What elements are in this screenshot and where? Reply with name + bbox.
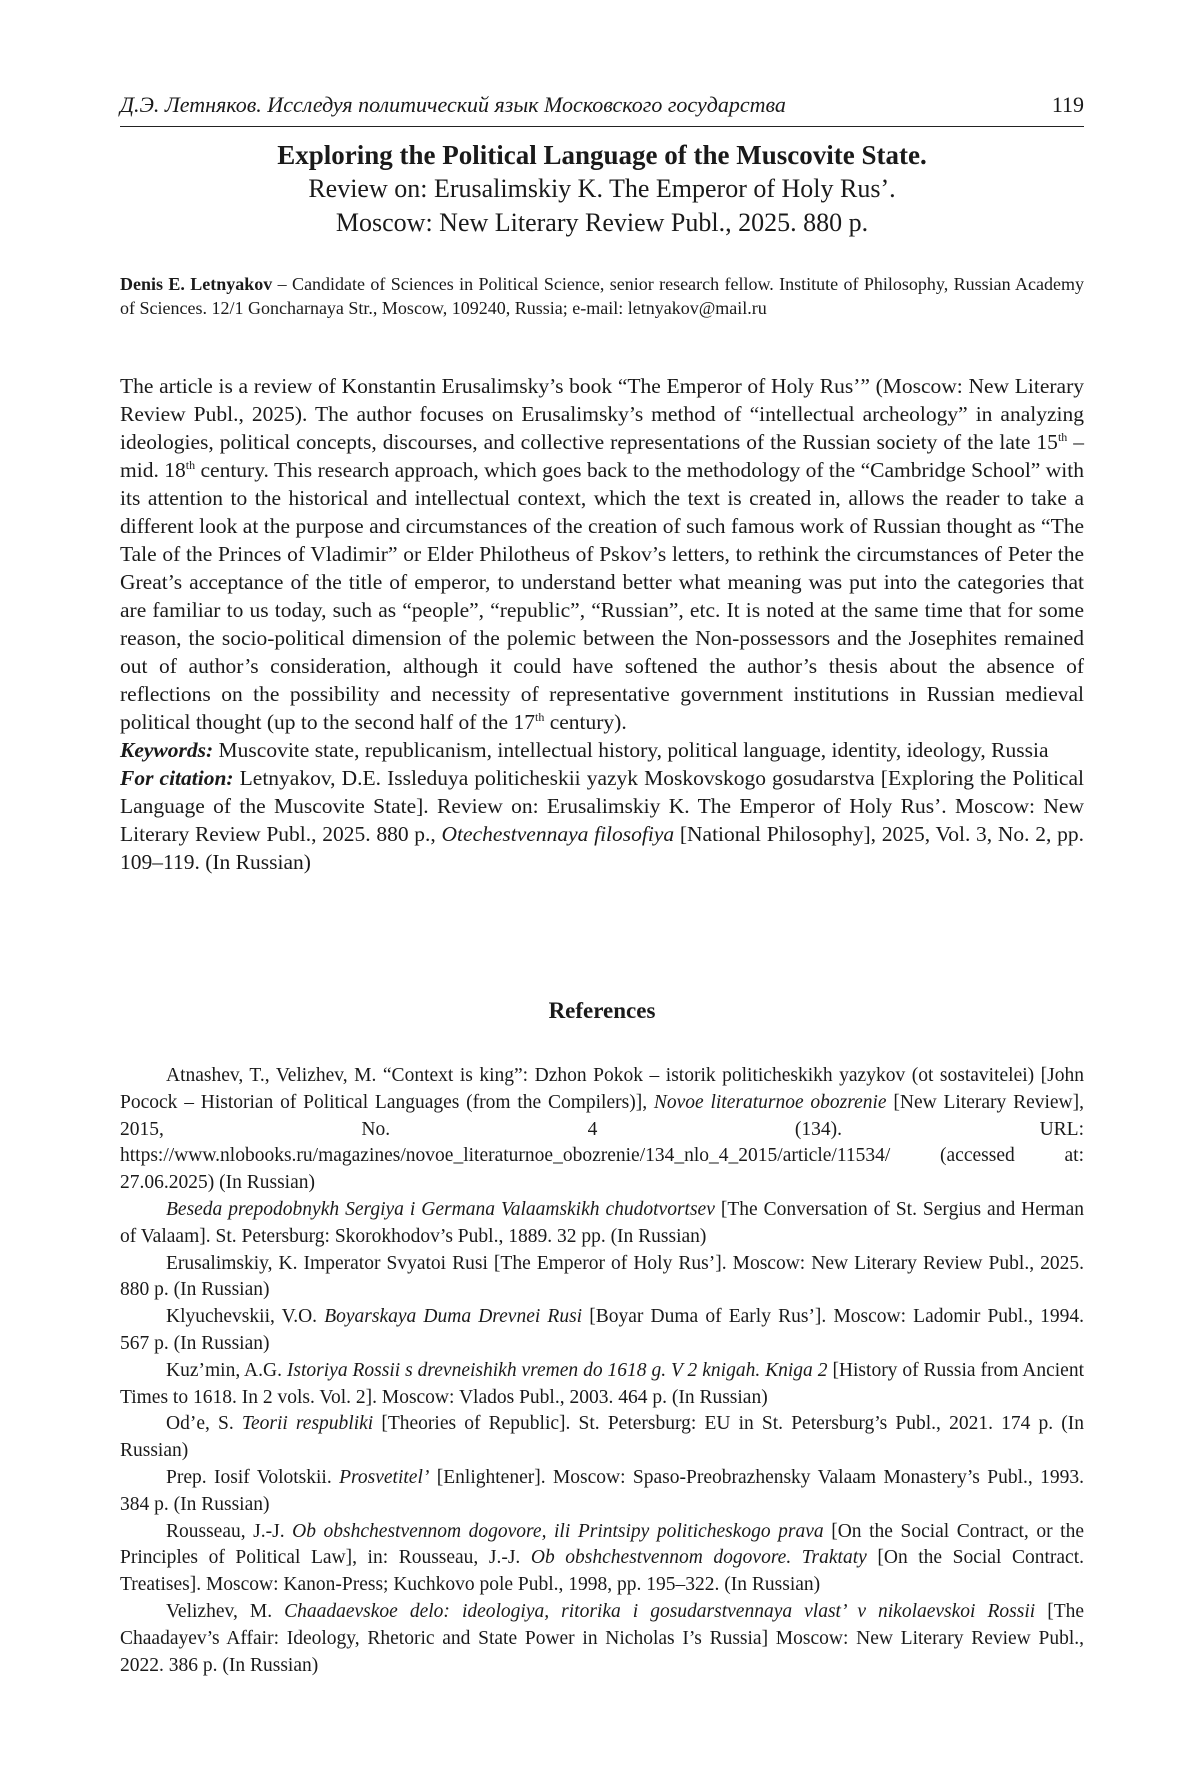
citation-journal: Otechestvennaya filosofiya (441, 822, 675, 846)
abstract-sup-2: th (185, 457, 196, 472)
title-line-1: Exploring the Political Language of the Muscovite State. (277, 140, 927, 170)
author-affiliation: – Candidate of Sciences in Political Science, senior research fellow. Institute of Philosophy, Russian Academy of Sciences. 12/1 Goncharnaya Str., Moscow, 109240, Russia; e-mail: letnyakov@mail.ru (120, 274, 1084, 318)
ref-text: [On the Social Contract. Treatises]. Moscow: Kanon-Press; Kuchkovo pole Publ., 1998, pp. 195–322. (In Russian) (120, 1547, 1084, 1596)
article-title (120, 138, 1084, 240)
ref-text: [History of Russia from Ancient Times to 1618. In 2 vols. Vol. 2]. Moscow: Vlados Publ., 2003. 464 p. (In Russian) (120, 1359, 1084, 1408)
abstract-text-4: century). (544, 710, 627, 734)
reference-item (120, 1599, 1084, 1679)
abstract-block (120, 372, 1084, 876)
ref-text: [Theories of Republic]. St. Petersburg: EU in St. Petersburg’s Publ., 2021. 174 p. (In Russian) (120, 1413, 1085, 1462)
author-name: Denis E. Letnyakov (120, 274, 273, 294)
abstract-text-2: – mid. 18 (120, 430, 1084, 482)
ref-italic: Ob obshchestvennom dogovore. Traktaty (530, 1547, 867, 1569)
author-info (120, 272, 1084, 320)
ref-italic: Chaadaevskoe delo: ideologiya, ritorika i gosudarstvennaya vlast’ v nikolaevskoi Rossii (284, 1600, 1036, 1622)
keywords (120, 736, 1084, 764)
keywords-text: Muscovite state, republicanism, intellectual history, political language, identity, ideology, Russia (213, 738, 1049, 762)
reference-item (120, 1197, 1084, 1251)
ref-text: Rousseau, J.-J. (166, 1520, 293, 1542)
ref-italic: Novoe literaturnoe obozrenie (653, 1091, 887, 1113)
ref-text: Kuz’min, A.G. (166, 1359, 287, 1381)
ref-text: [Boyar Duma of Early Rus’]. Moscow: Ladomir Publ., 1994. 567 p. (In Russian) (120, 1306, 1084, 1354)
ref-text: Prep. Iosif Volotskii. (166, 1466, 340, 1488)
abstract-sup-1: th (1057, 429, 1068, 444)
ref-text: [The Chaadayev’s Affair: Ideology, Rhetoric and State Power in Nicholas I’s Russia] Moscow: New Literary Review Publ., 2022. 386 p. (In Russian) (120, 1600, 1085, 1676)
ref-text: Klyuchevskii, V.O. (166, 1306, 325, 1328)
ref-text: [New Literary Review], 2015, No. 4 (134). URL: https://www.nlobooks.ru/magazines/novoe_literaturnoe_obozrenie/134_nlo_4_2015/article/11534/ (accessed at: 27.06.2025) (In Russian) (120, 1091, 1085, 1194)
citation (120, 764, 1084, 876)
reference-item (120, 1411, 1084, 1465)
reference-item (120, 1304, 1084, 1358)
keywords-label: Keywords: (120, 738, 214, 762)
ref-text: [On the Social Contract, or the Principles of Political Law], in: Rousseau, J.-J. (120, 1520, 1084, 1569)
reference-item (120, 1465, 1084, 1519)
reference-item (120, 1251, 1084, 1305)
ref-text: [The Conversation of St. Sergius and Herman of Valaam]. St. Petersburg: Skorokhodov’s Publ., 1889. 32 pp. (In Russian) (120, 1198, 1084, 1247)
ref-text: Od’e, S. (166, 1413, 242, 1435)
reference-item (120, 1358, 1084, 1412)
ref-text: Atnashev, T., Velizhev, M. “Context is king”: Dzhon Pokok – istorik politicheskikh yazykov (ot sostavitelei) [John Pocock – Historian of Political Languages (from the Compilers)], (120, 1065, 1084, 1113)
page-number: 119 (1051, 92, 1084, 117)
reference-item (120, 1519, 1084, 1599)
abstract (120, 372, 1084, 736)
reference-item (120, 1063, 1084, 1197)
ref-italic: Prosvetitel’ (339, 1466, 430, 1488)
references-heading: References (548, 998, 656, 1023)
abstract-text-3: century. This research approach, which goes back to the methodology of the “Cambridge School” with its attention to the historical and intellectual context, which the text is created in, allows the reader to take a different look at the purpose and circumstances of the creation of such famous work of Russian thought as “The Tale of the Princes of Vladimir” or Elder Philotheus of Pskov’s letters, to rethink the circumstances of Peter the Great’s acceptance of the title of emperor, to understand better what meaning was put into the categories that are familiar to us today, such as “people”, “republic”, “Russian”, etc. It is noted at the same time that for some reason, the socio-political dimension of the polemic between the Non-possessors and the Josephites remained out of author’s consideration, although it could have softened the author’s thesis about the absence of reflections on the possibility and necessity of representative government institutions in Russian medieval political thought (up to the second half of the 17 (120, 458, 1084, 734)
citation-label: For citation: (120, 766, 234, 790)
ref-italic: Ob obshchestvennom dogovore, ili Printsipy politicheskogo prava (292, 1520, 824, 1542)
ref-italic: Beseda prepodobnykh Sergiya i Germana Valaamskikh chudotvortsev (166, 1198, 715, 1220)
abstract-sup-3: th (534, 709, 545, 724)
citation-text: Letnyakov, D.E. Issleduya politicheskii yazyk Moskovskogo gosudarstva [Exploring the Political Language of the Muscovite State]. Review on: Erusalimskiy K. The Emperor of Holy Rus’. Moscow: New Literary Review Publ., 2025. 880 p., (120, 766, 1084, 846)
ref-italic: Istoriya Rossii s drevneishikh vremen do 1618 g. V 2 knigah. Kniga 2 (286, 1359, 828, 1381)
citation-tail: [National Philosophy], 2025, Vol. 3, No. 2, pp. 109–119. (In Russian) (120, 822, 1084, 874)
ref-italic: Teorii respubliki (241, 1413, 374, 1435)
title-line-3: Moscow: New Literary Review Publ., 2025. 880 p. (335, 208, 869, 237)
references-list (120, 1063, 1084, 1679)
ref-text: [Enlightener]. Moscow: Spaso-Preobrazhensky Valaam Monastery’s Publ., 1993. 384 p. (In Russian) (120, 1466, 1085, 1515)
ref-text: Velizhev, M. (166, 1600, 285, 1622)
running-head-title: Д.Э. Летняков. Исследуя политический язык Московского государства (120, 92, 786, 117)
running-head (120, 90, 1084, 127)
ref-text: Erusalimskiy, K. Imperator Svyatoi Rusi [The Emperor of Holy Rus’]. Moscow: New Literary Review Publ., 2025. 880 p. (In Russian) (120, 1252, 1084, 1301)
title-line-2: Review on: Erusalimskiy K. The Emperor of Holy Rus’. (308, 174, 896, 203)
ref-italic: Boyarskaya Duma Drevnei Rusi (324, 1306, 583, 1328)
abstract-text-1: The article is a review of Konstantin Erusalimsky’s book “The Emperor of Holy Rus’” (Moscow: New Literary Review Publ., 2025). The author focuses on Erusalimsky’s method of “intellectual archeology” in analyzing ideologies, political concepts, discourses, and collective representations of the Russian society of the late 15 (120, 374, 1084, 454)
